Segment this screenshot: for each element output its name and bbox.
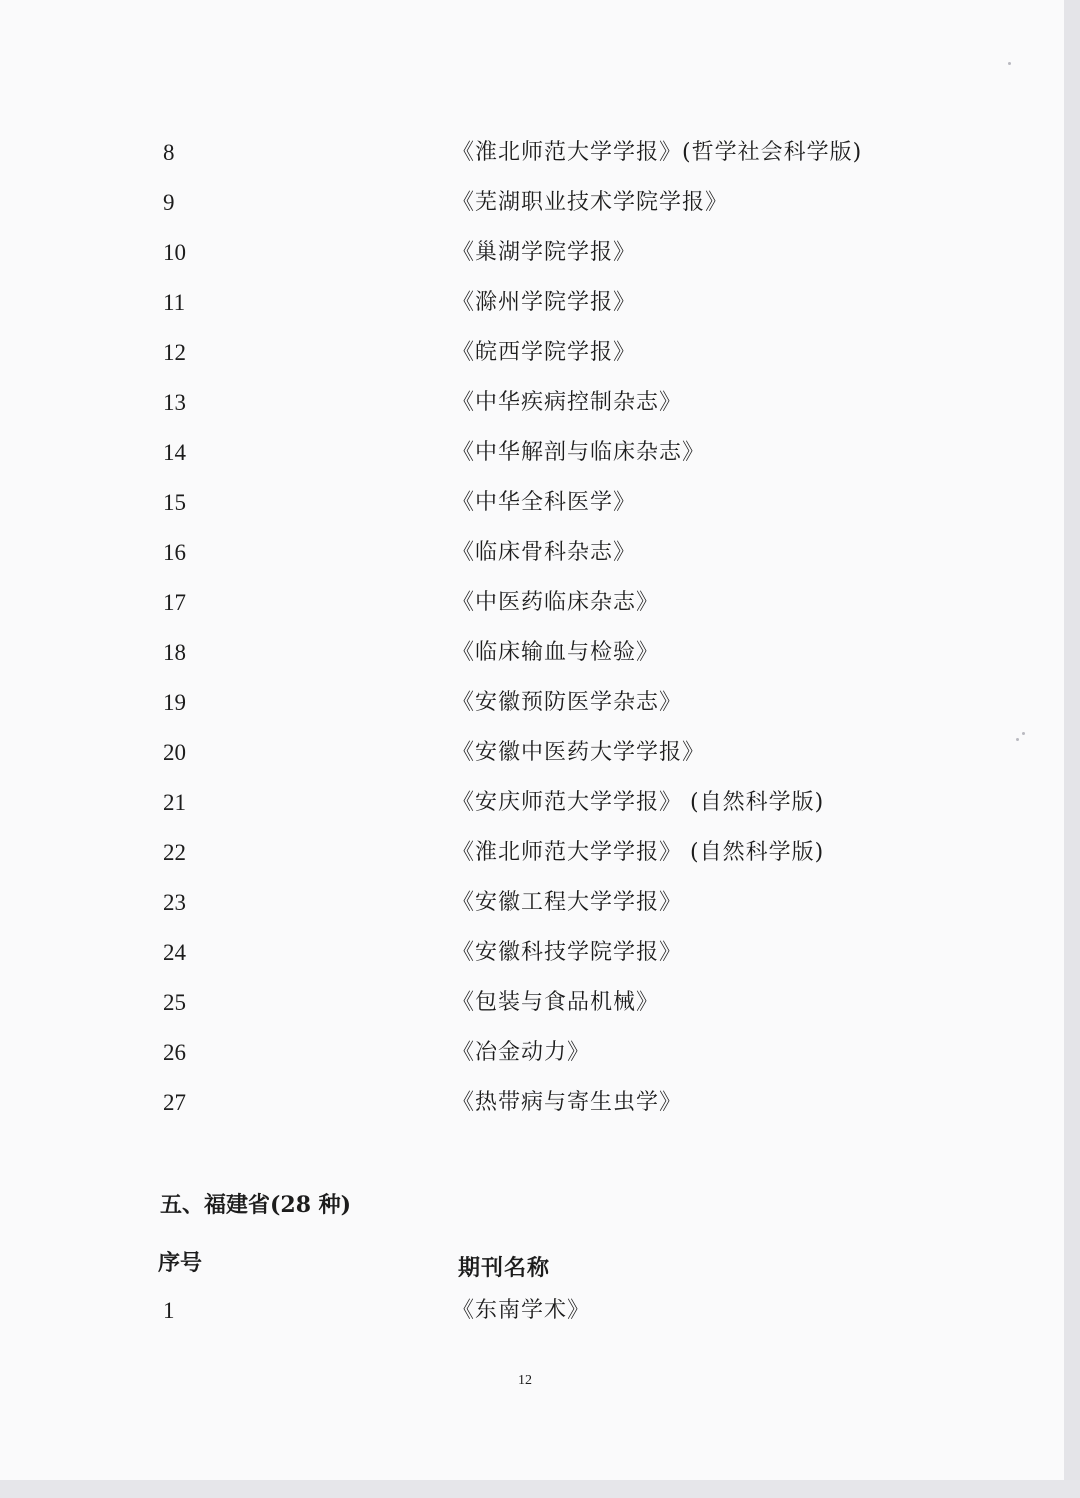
scan-edge-bottom xyxy=(0,1480,1080,1498)
journal-row xyxy=(0,688,1064,738)
row-number: 18 xyxy=(163,640,186,665)
scan-edge-right xyxy=(1064,0,1080,1498)
row-number: 26 xyxy=(163,1040,186,1065)
column-header-number: 序号 xyxy=(158,1250,203,1276)
scan-speck xyxy=(1022,732,1025,735)
row-number: 10 xyxy=(163,240,186,265)
journal-row xyxy=(0,788,1064,838)
journal-row xyxy=(0,988,1064,1038)
page-number: 12 xyxy=(518,1373,532,1388)
row-number: 12 xyxy=(163,340,186,365)
journal-row xyxy=(0,538,1064,588)
journal-title: 《安徽科技学院学报》 xyxy=(452,940,683,965)
row-number: 15 xyxy=(163,490,186,515)
journal-row xyxy=(0,188,1064,238)
journal-title: 《芜湖职业技术学院学报》 xyxy=(452,190,729,215)
row-number: 23 xyxy=(163,890,186,915)
journal-row xyxy=(0,1038,1064,1088)
row-number: 17 xyxy=(163,590,186,615)
journal-title: 《淮北师范大学学报》(哲学社会科学版) xyxy=(452,140,863,165)
journal-title: 《皖西学院学报》 xyxy=(452,340,637,365)
journal-title: 《热带病与寄生虫学》 xyxy=(452,1090,683,1115)
journal-title: 《中医药临床杂志》 xyxy=(452,590,660,615)
scan-speck xyxy=(1008,62,1011,65)
journal-row xyxy=(0,638,1064,688)
journal-title: 《东南学术》 xyxy=(452,1298,591,1323)
journal-row xyxy=(0,138,1064,188)
row-number: 22 xyxy=(163,840,186,865)
journal-title: 《临床输血与检验》 xyxy=(452,640,660,665)
row-number: 24 xyxy=(163,940,186,965)
row-number: 20 xyxy=(163,740,186,765)
journal-row xyxy=(0,388,1064,438)
row-number: 25 xyxy=(163,990,186,1015)
journal-title: 《淮北师范大学学报》 (自然科学版) xyxy=(452,840,825,865)
journal-title: 《巢湖学院学报》 xyxy=(452,240,637,265)
row-number: 14 xyxy=(163,440,186,465)
row-number: 11 xyxy=(163,290,186,315)
journal-row xyxy=(0,238,1064,288)
journal-title: 《临床骨科杂志》 xyxy=(452,540,637,565)
journal-row xyxy=(0,338,1064,388)
journal-row xyxy=(0,1088,1064,1138)
journal-title: 《安庆师范大学学报》 (自然科学版) xyxy=(452,790,825,815)
journal-title: 《滁州学院学报》 xyxy=(452,290,637,315)
journal-row xyxy=(0,1296,1064,1346)
row-number: 16 xyxy=(163,540,186,565)
journal-title: 《包装与食品机械》 xyxy=(452,990,660,1015)
row-number: 19 xyxy=(163,690,186,715)
journal-row xyxy=(0,938,1064,988)
journal-title: 《安徽预防医学杂志》 xyxy=(452,690,683,715)
row-number: 13 xyxy=(163,390,186,415)
row-number: 8 xyxy=(163,140,175,165)
journal-row xyxy=(0,888,1064,938)
journal-title: 《冶金动力》 xyxy=(452,1040,591,1065)
journal-row xyxy=(0,488,1064,538)
journal-row xyxy=(0,738,1064,788)
journal-row xyxy=(0,288,1064,338)
row-number: 1 xyxy=(163,1298,175,1323)
row-number: 21 xyxy=(163,790,186,815)
journal-title: 《中华解剖与临床杂志》 xyxy=(452,440,706,465)
journal-title: 《中华疾病控制杂志》 xyxy=(452,390,683,415)
row-number: 9 xyxy=(163,190,175,215)
row-number: 27 xyxy=(163,1090,186,1115)
journal-row xyxy=(0,588,1064,638)
journal-title: 《安徽中医药大学学报》 xyxy=(452,740,706,765)
journal-row xyxy=(0,838,1064,888)
column-header-title: 期刊名称 xyxy=(458,1255,551,1281)
journal-title: 《中华全科医学》 xyxy=(452,490,637,515)
journal-title: 《安徽工程大学学报》 xyxy=(452,890,683,915)
scan-speck xyxy=(1016,738,1019,741)
section-heading: 五、福建省(28 种) xyxy=(160,1192,352,1218)
journal-row xyxy=(0,438,1064,488)
